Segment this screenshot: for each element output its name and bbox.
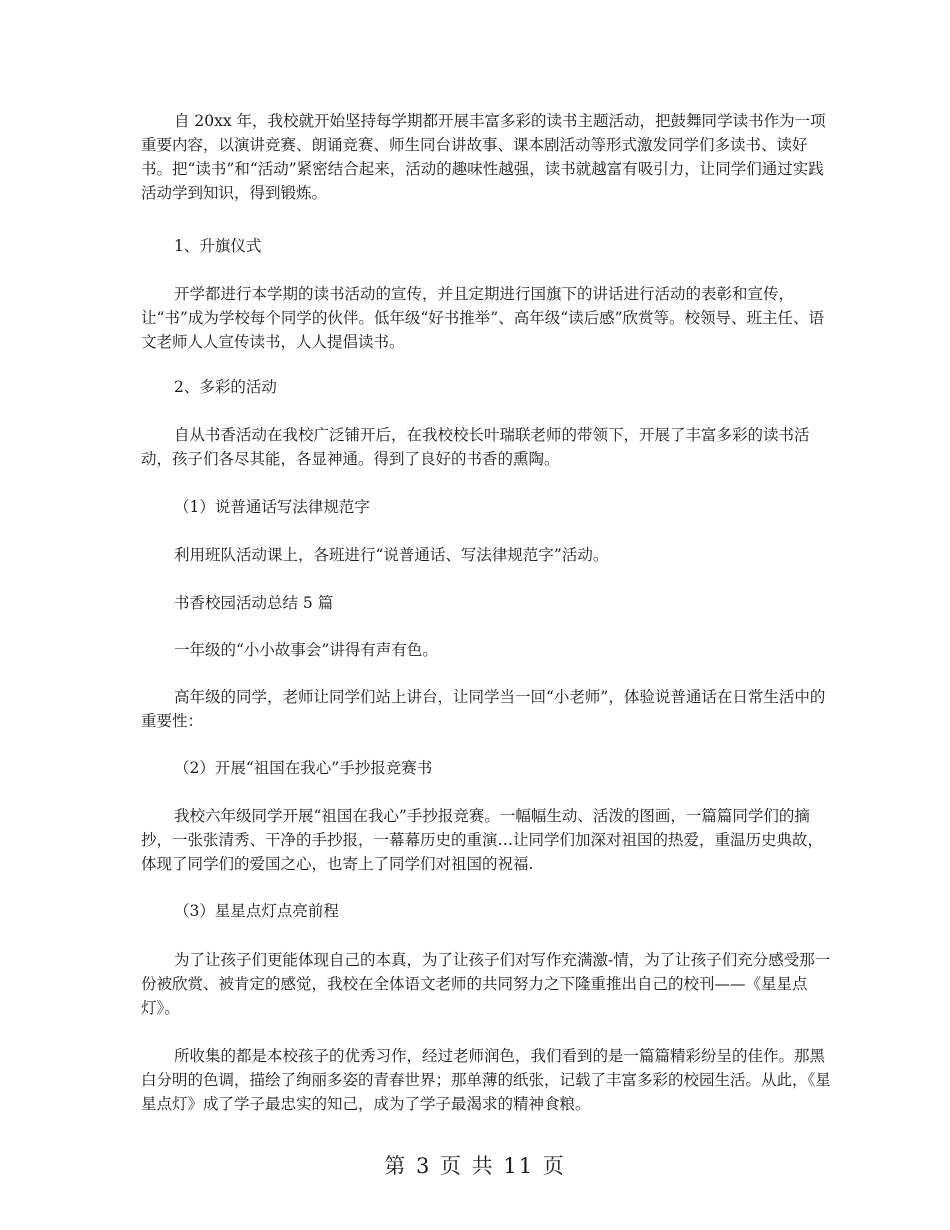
paragraph-collected-works: 所收集的都是本校孩子的优秀习作，经过老师润色，我们看到的是一篇篇精彩纷呈的佳作。那黑白分明的色调，描绘了绚丽多姿的青春世界；那单薄的纸张，记载了丰富多彩的校园生活。从此，《星星点灯》成了学子最忠实的知己，成为了学子最渴求的精神食粮。	[141, 1047, 831, 1113]
paragraph-intro: 自 20xx 年，我校就开始坚持每学期都开展丰富多彩的读书主题活动，把鼓舞同学读书作为一项重要内容，以演讲竞赛、朗诵竞赛、师生同台讲故事、课本剧活动等形式激发同学们多读书、读好书。把“读书”和“活动”紧密结合起来，活动的趣味性越强，读书就越富有吸引力，让同学们通过实践活动学到知识，得到锻炼。	[141, 112, 826, 202]
paragraph-story-club: 一年级的“小小故事会”讲得有声有色。	[174, 641, 438, 659]
paragraph-school-magazine: 为了让孩子们更能体现自己的本真，为了让孩子们对写作充满激-情，为了让孩子们充分感受那一份被欣赏、被肯定的感觉，我校在全体语文老师的共同努力之下隆重推出自己的校刊——《星星点灯》。	[141, 951, 831, 1017]
heading-mandarin: （1）说普通话写法律规范字	[174, 498, 370, 516]
paragraph-colorful-activities: 自从书香活动在我校广泛铺开后，在我校校长叶瑞联老师的带领下，开展了丰富多彩的读书活动，孩子们各尽其能，各显神通。得到了良好的书香的熏陶。	[141, 426, 810, 468]
paragraph-flag-ceremony: 开学都进行本学期的读书活动的宣传，并且定期进行国旗下的讲话进行活动的表彰和宣传，让“书”成为学校每个同学的伙伴。低年级“好书推举”、高年级“读后感”欣赏等。校领导、班主任、语文老师人人宣传读书，人人提倡读书。	[141, 285, 825, 351]
paragraph-little-teacher: 高年级的同学，老师让同学们站上讲台，让同学当一回“小老师”，体验说普通话在日常生活中的重要性：	[141, 688, 826, 730]
heading-colorful-activities: 2、多彩的活动	[174, 378, 277, 396]
heading-flag-ceremony: 1、升旗仪式	[174, 237, 262, 255]
page-number-footer: 第 3 页 共 11 页	[384, 1154, 566, 1178]
paragraph-class-activity: 利用班队活动课上，各班进行“说普通话、写法律规范字”活动。	[174, 546, 609, 564]
paragraph-summary-title: 书香校园活动总结 5 篇	[174, 594, 334, 612]
heading-handwritten-newspaper: （2）开展“祖国在我心”手抄报竞赛书	[174, 759, 433, 777]
heading-starlight: （3）星星点灯点亮前程	[174, 902, 339, 920]
paragraph-handwritten-newspaper: 我校六年级同学开展“祖国在我心”手抄报竞赛。一幅幅生动、活泼的图画，一篇篇同学们的摘抄，一张张清秀、干净的手抄报，一幕幕历史的重演…让同学们加深对祖国的热爱，重温历史典故，体现了同学们的爱国之心，也寄上了同学们对祖国的祝福.	[141, 807, 824, 873]
